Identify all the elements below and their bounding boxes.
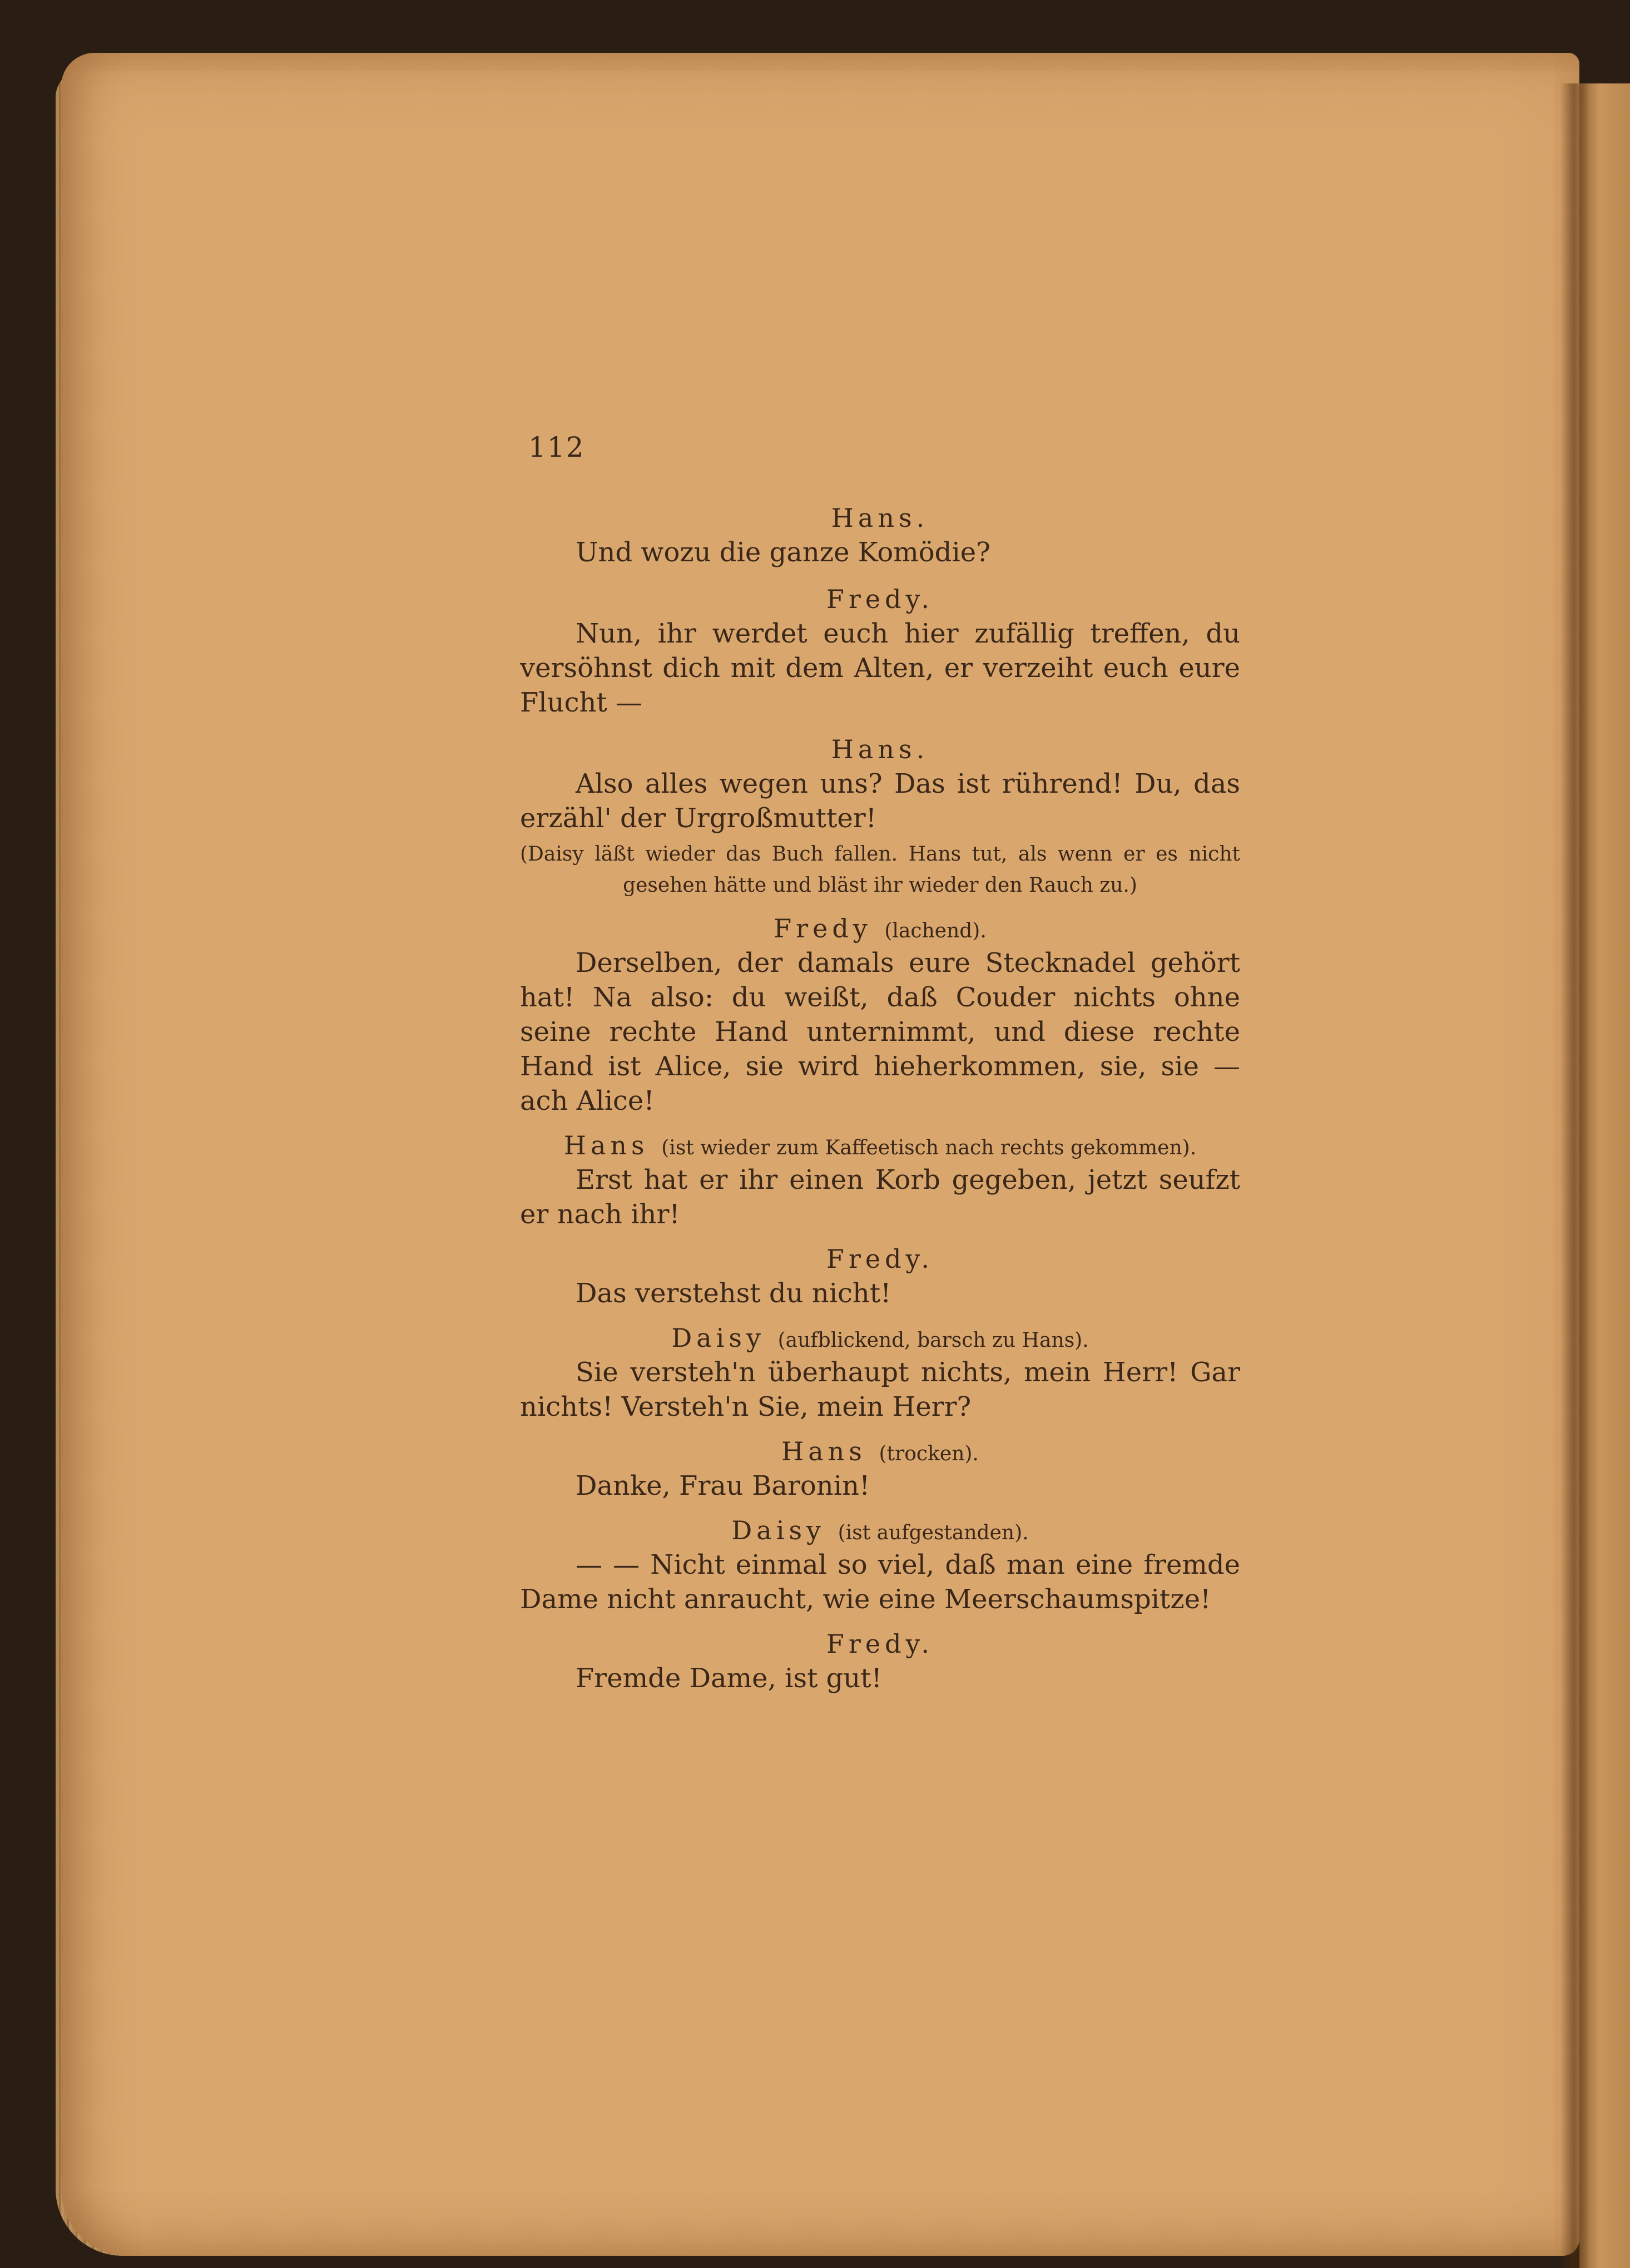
speaker-direction: (aufblickend, barsch zu Hans).	[777, 1329, 1089, 1352]
speaker-name: Hans.	[831, 734, 929, 764]
stage-direction: (Daisy läßt wieder das Buch fallen. Hans tut, als wenn er es nicht gesehen hätte und bläst ihr wieder den Rauch zu.)	[520, 843, 1240, 897]
page-number: 112	[528, 431, 585, 463]
speaker-name: Daisy	[731, 1515, 826, 1545]
speech: Derselben, der damals eure Stecknadel gehört hat! Na also: du weißt, daß Couder nichts ohne seine rechte Hand unternimmt, und diese rechte Hand ist Alice, sie wird hieherkommen, sie, sie — ach Alice!	[520, 947, 1240, 1116]
speaker-line	[520, 911, 1240, 946]
speaker-line	[520, 1128, 1240, 1163]
speaker-name: Fredy	[774, 913, 872, 943]
speech: Fremde Dame, ist gut!	[576, 1663, 882, 1694]
speech: Danke, Frau Baronin!	[576, 1470, 870, 1501]
speaker-line	[520, 501, 1240, 535]
speaker-line	[520, 1321, 1240, 1355]
speaker-direction: (ist wieder zum Kaffeetisch nach rechts gekommen).	[661, 1137, 1197, 1159]
binding-gutter	[1560, 83, 1588, 2268]
speaker-name: Fredy.	[826, 1629, 934, 1659]
speaker-line	[520, 732, 1240, 767]
speech: — — Nicht einmal so viel, daß man eine fremde Dame nicht anraucht, wie eine Meerschaumspitze!	[520, 1549, 1240, 1615]
speaker-line	[520, 582, 1240, 616]
speaker-line	[520, 1434, 1240, 1469]
speaker-name: Hans.	[831, 503, 929, 533]
speaker-line	[520, 1242, 1240, 1276]
speaker-line	[520, 1627, 1240, 1661]
speaker-name: Fredy.	[826, 1244, 934, 1274]
speech: Also alles wegen uns? Das ist rührend! Du, das erzähl' der Urgroßmutter!	[520, 768, 1240, 834]
speech: Erst hat er ihr einen Korb gegeben, jetzt seufzt er nach ihr!	[520, 1164, 1240, 1230]
speech: Das verstehst du nicht!	[576, 1278, 891, 1309]
speech: Und wozu die ganze Komödie?	[576, 537, 990, 568]
speaker-name: Hans	[563, 1130, 649, 1160]
speaker-name: Hans	[781, 1436, 866, 1466]
speaker-direction: (ist aufgestanden).	[838, 1521, 1029, 1544]
speech: Nun, ihr werdet euch hier zufällig treffen, du versöhnst dich mit dem Alten, er verzeiht euch eure Flucht —	[520, 618, 1240, 718]
speech: Sie versteh'n überhaupt nichts, mein Herr! Gar nichts! Versteh'n Sie, mein Herr?	[520, 1357, 1240, 1422]
speaker-name: Daisy	[671, 1323, 765, 1353]
speaker-line	[520, 1513, 1240, 1548]
speaker-direction: (trocken).	[879, 1442, 979, 1465]
speaker-name: Fredy.	[826, 584, 934, 614]
speaker-direction: (lachend).	[884, 920, 987, 942]
play-text	[520, 501, 1240, 1696]
